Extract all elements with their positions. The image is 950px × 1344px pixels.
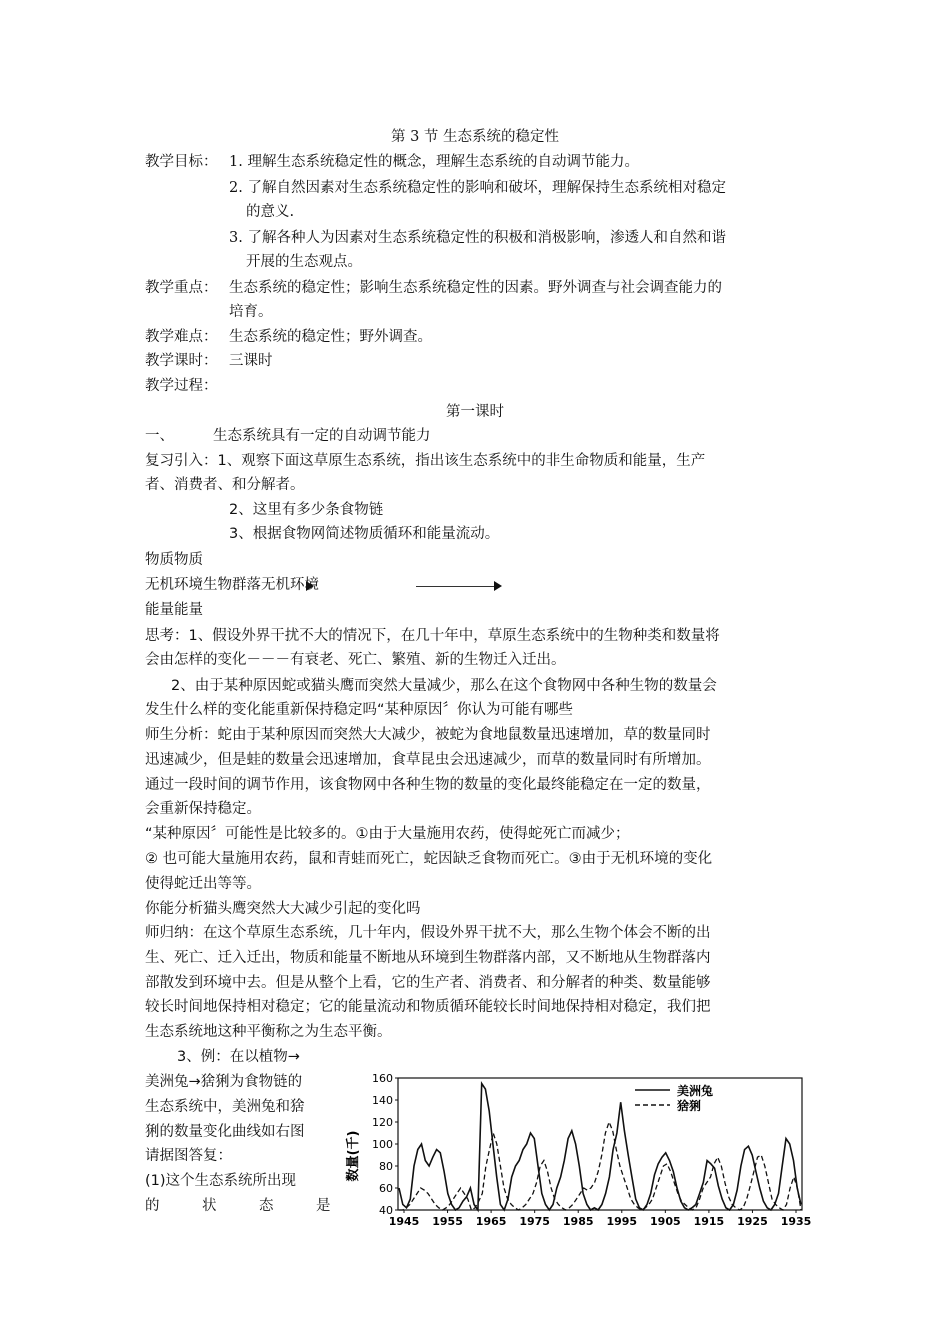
key-points-cont: 培育。	[229, 304, 273, 320]
diagram-top-label: 物质物质	[145, 552, 203, 568]
legend-label: 美洲兔	[677, 1084, 714, 1098]
analysis-line-7: 使得蛇迁出等等。	[145, 876, 261, 892]
think-line-1: 思考：1、假设外界干扰不大的情况下，在几十年中，草原生态系统中的生物种类和数量将	[145, 628, 720, 644]
review-line-1: 复习引入：1、观察下面这草原生态系统，指出该生态系统中的非生命物质和能量，生产	[145, 453, 706, 469]
y-tick-label: 160	[372, 1072, 393, 1085]
analysis-line-8: 你能分析猫头鹰突然大大减少引起的变化吗	[145, 901, 421, 917]
population-chart	[345, 1068, 815, 1238]
summary-line-4: 较长时间地保持相对稳定；它的能量流动和物质循环能较长时间地保持相对稳定，我们把	[145, 999, 711, 1015]
y-tick-label: 40	[379, 1204, 393, 1217]
objective-2: 2. 了解自然因素对生态系统稳定性的影响和破坏，理解保持生态系统相对稳定	[229, 180, 726, 196]
objective-1: 1. 理解生态系统稳定性的概念，理解生态系统的自动调节能力。	[229, 154, 639, 170]
review-question-3: 3、根据食物网简述物质循环和能量流动。	[229, 526, 500, 542]
example-line-5: 请据图答复：	[145, 1148, 232, 1164]
x-tick-label: 1955	[432, 1215, 463, 1228]
difficulty-label: 教学难点：	[145, 329, 218, 345]
x-tick-label: 1945	[388, 1215, 420, 1228]
analysis-line-6: ② 也可能大量施用农药，鼠和青蛙而死亡，蛇因缺乏食物而死亡。③由于无机环境的变化	[145, 851, 713, 867]
diagram-middle-label: 无机环境生物群落无机环境	[145, 577, 319, 593]
think-line-3: 2、由于某种原因蛇或猫头鹰而突然大量减少，那么在这个食物网中各种生物的数量会	[171, 678, 717, 694]
y-tick-label: 140	[372, 1094, 393, 1107]
arrow-head-1	[306, 581, 314, 591]
summary-line-3: 部散发到环境中去。但是从整个上看，它的生产者、消费者、和分解者的种类、数量能够	[145, 975, 711, 991]
hours-label: 教学课时：	[145, 353, 218, 369]
analysis-line-3: 通过一段时间的调节作用，该食物网中各种生物的数量的变化最终能稳定在一定的数量，	[145, 777, 711, 793]
y-tick-label: 100	[372, 1138, 393, 1151]
example-line-1: 3、例：在以植物→	[177, 1049, 300, 1065]
page-title: 第 3 节 生态系统的稳定性	[390, 129, 560, 145]
difficulty-text: 生态系统的稳定性；野外调查。	[229, 329, 432, 345]
diagram-bottom-label: 能量能量	[145, 602, 203, 618]
arrow-head-2	[494, 581, 502, 591]
example-line-7b: 状	[202, 1198, 217, 1214]
key-points-text: 生态系统的稳定性；影响生态系统稳定性的因素。野外调查与社会调查能力的	[229, 280, 722, 296]
example-line-2: 美洲兔→猞猁为食物链的	[145, 1074, 303, 1090]
objective-3-cont: 开展的生态观点。	[246, 254, 362, 270]
y-tick-label: 80	[379, 1160, 393, 1173]
x-tick-label: 1905	[650, 1215, 681, 1228]
y-tick-label: 120	[372, 1116, 393, 1129]
chart-y-label: 数量(千)	[346, 1130, 361, 1182]
y-tick-label: 60	[379, 1182, 393, 1195]
x-tick-label: 1935	[780, 1215, 812, 1228]
hours-text: 三课时	[229, 353, 273, 369]
x-tick-label: 1925	[737, 1215, 768, 1228]
analysis-line-4: 会重新保持稳定。	[145, 801, 261, 817]
summary-line-2: 生、死亡、迁入迁出，物质和能量不断地从环境到生物群落内部，又不断地从生物群落内	[145, 950, 711, 966]
section1-number: 一、	[145, 428, 174, 444]
example-line-4: 猁的数量变化曲线如右图	[145, 1124, 305, 1140]
analysis-line-5: “某种原因〞可能性是比较多的。①由于大量施用农药，使得蛇死亡而减少；	[145, 826, 630, 842]
section1-title: 生态系统具有一定的自动调节能力	[213, 428, 431, 444]
chart-y-ticks	[372, 1072, 398, 1217]
example-line-7a: 的	[145, 1198, 160, 1214]
x-tick-label: 1995	[606, 1215, 638, 1228]
key-points-label: 教学重点：	[145, 280, 218, 296]
example-line-6: (1)这个生态系统所出现	[145, 1173, 297, 1189]
x-tick-label: 1975	[519, 1215, 550, 1228]
analysis-line-1: 师生分析：蛇由于某种原因而突然大大减少，被蛇为食地鼠数量迅速增加，草的数量同时	[145, 727, 711, 743]
arrow-line-2	[416, 586, 496, 587]
x-tick-label: 1915	[693, 1215, 725, 1228]
example-line-7c: 态	[259, 1198, 274, 1214]
example-line-7d: 是	[316, 1198, 331, 1214]
review-line-2: 者、消费者、和分解者。	[145, 477, 305, 493]
chart-legend	[635, 1083, 713, 1113]
process-label: 教学过程：	[145, 378, 218, 394]
think-line-2: 会由怎样的变化－－－有衰老、死亡、繁殖、新的生物迁入迁出。	[145, 652, 566, 668]
x-tick-label: 1985	[562, 1215, 594, 1228]
objective-3: 3. 了解各种人为因素对生态系统稳定性的积极和消极影响，渗透人和自然和谐	[229, 230, 726, 246]
objectives-label: 教学目标：	[145, 154, 218, 170]
chart-series	[399, 1084, 801, 1211]
objective-2-cont: 的意义.	[246, 204, 295, 220]
summary-line-1: 师归纳：在这个草原生态系统，几十年内，假设外界干扰不大，那么生物个体会不断的出	[145, 925, 711, 941]
summary-line-5: 生态系统地这种平衡称之为生态平衡。	[145, 1024, 392, 1040]
chart-x-ticks	[389, 1210, 812, 1228]
lesson1-title: 第一课时	[446, 404, 504, 420]
analysis-line-2: 迅速减少，但是蛙的数量会迅速增加，食草昆虫会迅速减少，而草的数量同时有所增加。	[145, 752, 711, 768]
legend-label: 猞猁	[677, 1099, 702, 1113]
think-line-4: 发生什么样的变化能重新保持稳定吗“某种原因〞你认为可能有哪些	[145, 702, 574, 718]
example-line-3: 生态系统中，美洲兔和猞	[145, 1099, 305, 1115]
x-tick-label: 1965	[475, 1215, 507, 1228]
review-question-2: 2、这里有多少条食物链	[229, 502, 384, 518]
